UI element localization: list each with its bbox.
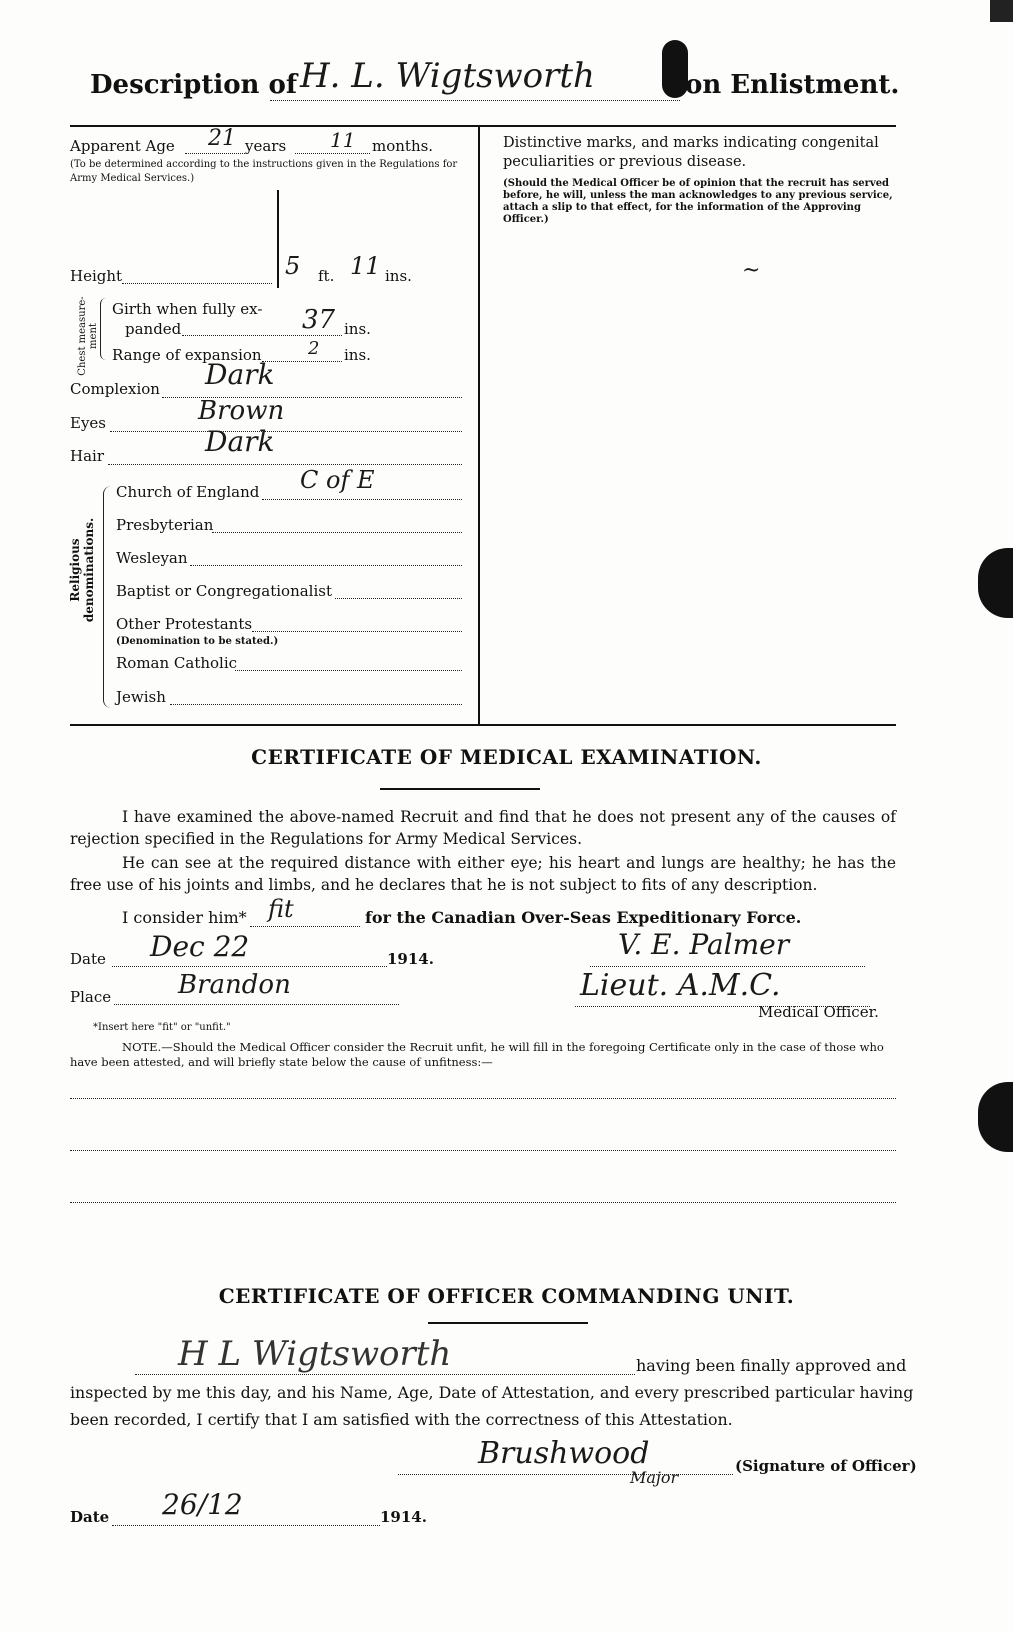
commanding-date-year: 1914. bbox=[380, 1508, 427, 1526]
distinctive-marks-label: Distinctive marks, and marks indicating congenital peculiarities or previous disease. bbox=[503, 135, 879, 170]
consider-suffix: for the Canadian Over-Seas Expeditionary Force. bbox=[365, 908, 802, 927]
header-prefix: Description of bbox=[90, 70, 298, 100]
girth-value: 37 bbox=[302, 305, 336, 335]
commanding-name-value: H L Wigtsworth bbox=[178, 1334, 452, 1374]
scan-hole-low-right bbox=[978, 1082, 1013, 1152]
medical-officer-signature: V. E. Palmer bbox=[618, 928, 790, 961]
months-label: months. bbox=[372, 137, 434, 155]
commanding-signature-line bbox=[398, 1474, 733, 1475]
years-label: years bbox=[245, 137, 287, 155]
medical-unfit-note: NOTE.—Should the Medical Officer consider the Recruit unfit, he will fill in the foregoing Certificate only in the case of those who have been attested, and will briefly state below the cause of unfitness:— bbox=[70, 1040, 884, 1069]
complexion-value: Dark bbox=[205, 358, 275, 391]
column-divider bbox=[478, 127, 480, 725]
medical-date-line bbox=[112, 966, 387, 967]
height-line bbox=[122, 283, 272, 284]
hair-label: Hair bbox=[70, 447, 104, 465]
religion-jewish: Jewish bbox=[116, 688, 166, 706]
age-divider bbox=[277, 190, 279, 288]
commanding-date-line bbox=[112, 1525, 380, 1526]
medical-date-year: 1914. bbox=[387, 950, 434, 968]
medical-place-value: Brandon bbox=[178, 970, 291, 1000]
other-denomination-note: (Denomination to be stated.) bbox=[116, 636, 279, 647]
commanding-line-3: been recorded, I certify that I am satisfied with the correctness of this Attestation. bbox=[70, 1410, 733, 1429]
height-in-value: 11 bbox=[350, 252, 381, 280]
medical-officer-line-1 bbox=[590, 966, 865, 967]
religion-baptist: Baptist or Congregationalist bbox=[116, 582, 332, 600]
box-bottom-rule bbox=[70, 724, 896, 726]
consider-line bbox=[250, 926, 360, 927]
scan-hole-upper-right bbox=[990, 0, 1013, 22]
distinctive-marks-note: (Should the Medical Officer be of opinion that the recruit has served before, he will, unless the man acknowledges to any previous service, attach a slip to that effect, for the information of the Approving Officer.) bbox=[503, 178, 893, 225]
religion-value: C of E bbox=[300, 466, 375, 494]
scan-hole-mid-right bbox=[978, 548, 1013, 618]
ft-label: ft. bbox=[318, 267, 335, 285]
girth-label-1: Girth when fully ex- bbox=[112, 300, 263, 318]
medical-officer-label: Medical Officer. bbox=[758, 1003, 879, 1021]
header-name: H. L. Wigtsworth bbox=[300, 56, 595, 96]
religion-other-protestants: Other Protestants bbox=[116, 615, 253, 633]
religion-line-3 bbox=[335, 598, 462, 599]
chest-brace bbox=[100, 298, 109, 360]
header-name-line bbox=[270, 100, 680, 101]
complexion-label: Complexion bbox=[70, 380, 160, 398]
medical-place-line bbox=[114, 1004, 399, 1005]
girth-label-2: panded bbox=[125, 320, 182, 338]
medical-certificate-title: CERTIFICATE OF MEDICAL EXAMINATION. bbox=[251, 745, 762, 769]
commanding-signature-label: (Signature of Officer) bbox=[735, 1457, 917, 1475]
height-ins-label: ins. bbox=[385, 267, 412, 285]
age-months-line bbox=[295, 153, 370, 154]
hair-line bbox=[108, 464, 462, 465]
religion-brace bbox=[103, 486, 112, 708]
religion-line-1 bbox=[212, 532, 462, 533]
medical-title-underline bbox=[380, 788, 540, 790]
medical-footnote: *Insert here "fit" or "unfit." bbox=[93, 1022, 231, 1033]
range-label: Range of expansion bbox=[112, 346, 262, 364]
religion-presbyterian: Presbyterian bbox=[116, 516, 214, 534]
eyes-value: Brown bbox=[198, 396, 285, 426]
religion-denominations-label: Religious denominations. bbox=[68, 517, 96, 623]
height-label: Height bbox=[70, 267, 123, 285]
commanding-signature-value: Brushwood bbox=[478, 1436, 650, 1471]
religion-roman-catholic: Roman Catholic bbox=[116, 654, 238, 672]
range-value: 2 bbox=[308, 338, 320, 359]
age-label: Apparent Age bbox=[70, 137, 175, 155]
commanding-line-2: inspected by me this day, and his Name, Age, Date of Attestation, and every prescribed particular having bbox=[70, 1383, 914, 1402]
medical-para-1: I have examined the above-named Recruit and find that he does not present any of the causes of rejection specified in the Regulations for Army Medical Services. bbox=[70, 808, 896, 848]
chest-measurement-label: Chest measure-ment bbox=[77, 296, 99, 376]
religion-line-2 bbox=[190, 565, 462, 566]
unfit-cause-line-3 bbox=[70, 1202, 896, 1203]
medical-date-value: Dec 22 bbox=[150, 930, 250, 963]
age-years-line bbox=[185, 153, 245, 154]
religion-church-of-england: Church of England bbox=[116, 483, 260, 501]
religion-line-0 bbox=[262, 499, 462, 500]
header-suffix: on Enlistment. bbox=[685, 70, 900, 100]
commanding-date-value: 26/12 bbox=[162, 1488, 243, 1521]
distinctive-marks-value: ~ bbox=[742, 258, 761, 283]
age-years-value: 21 bbox=[208, 126, 236, 151]
height-ft-value: 5 bbox=[285, 252, 301, 280]
commanding-signature-rank: Major bbox=[630, 1468, 679, 1487]
commanding-line-1-suffix: having been finally approved and bbox=[636, 1356, 907, 1375]
commanding-title-underline bbox=[428, 1322, 588, 1324]
range-ins-label: ins. bbox=[344, 346, 371, 364]
top-rule bbox=[70, 125, 896, 127]
medical-para-2: He can see at the required distance with either eye; his heart and lungs are healthy; he has the free use of his joints and limbs, and he declares that he is not subject to fits of any description. bbox=[70, 854, 896, 894]
consider-value: fit bbox=[268, 895, 294, 923]
religion-wesleyan: Wesleyan bbox=[116, 549, 188, 567]
religion-line-6 bbox=[170, 704, 462, 705]
girth-ins-label: ins. bbox=[344, 320, 371, 338]
eyes-line bbox=[110, 431, 462, 432]
medical-date-label: Date bbox=[70, 950, 106, 968]
commanding-name-line bbox=[135, 1374, 635, 1375]
commanding-date-label: Date bbox=[70, 1508, 110, 1526]
unfit-cause-line-2 bbox=[70, 1150, 896, 1151]
medical-place-label: Place bbox=[70, 988, 112, 1006]
medical-officer-rank: Lieut. A.M.C. bbox=[580, 968, 781, 1003]
age-note: (To be determined according to the instructions given in the Regulations for Army Medical Services.) bbox=[70, 159, 458, 184]
religion-line-5 bbox=[235, 670, 462, 671]
consider-prefix: I consider him* bbox=[122, 908, 247, 927]
hair-value: Dark bbox=[205, 425, 275, 458]
commanding-certificate-title: CERTIFICATE OF OFFICER COMMANDING UNIT. bbox=[218, 1284, 795, 1308]
eyes-label: Eyes bbox=[70, 414, 106, 432]
religion-line-4 bbox=[252, 631, 462, 632]
unfit-cause-line-1 bbox=[70, 1098, 896, 1099]
age-months-value: 11 bbox=[330, 128, 356, 152]
girth-line bbox=[182, 335, 342, 336]
